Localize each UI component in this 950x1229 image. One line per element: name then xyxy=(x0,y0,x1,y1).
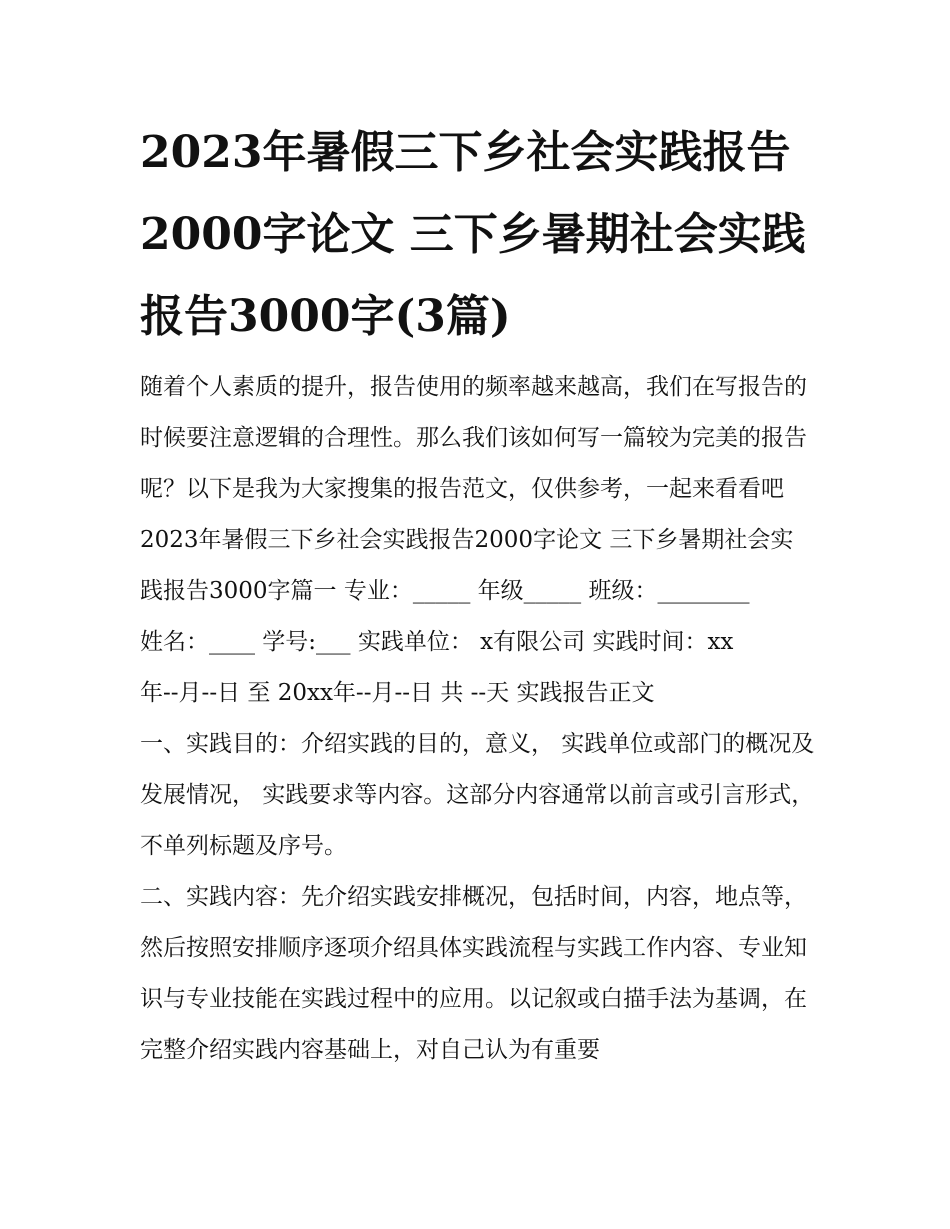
section-1-paragraph: 一、实践目的：介绍实践的目的，意义， 实践单位或部门的概况及发展情况， 实践要求等内容。这部分内容通常以前言或引言形式，不单列标题及序号。 xyxy=(140,731,815,859)
document-page xyxy=(140,112,815,1076)
intro-paragraph: 随着个人素质的提升，报告使用的频率越来越高，我们在写报告的时候要注意逻辑的合理性。那么我们该如何写一篇较为完美的报告呢？以下是我为大家搜集的报告范文，仅供参考，一起来看看吧 xyxy=(140,374,807,502)
document-title: 2023年暑假三下乡社会实践报告2000字论文 三下乡暑期社会实践报告3000字(3篇) xyxy=(140,127,806,342)
section-2-paragraph: 二、实践内容：先介绍实践安排概况，包括时间，内容，地点等，然后按照安排顺序逐项介绍具体实践流程与实践工作内容、专业知识与专业技能在实践过程中的应用。以记叙或白描手法为基调，在完整介绍实践内容基础上，对自己认为有重要 xyxy=(140,884,807,1063)
info-line-1: 姓名：____ 学号:___ 实践单位： x有限公司 实践时间：xx xyxy=(140,629,734,655)
article-heading: 2023年暑假三下乡社会实践报告2000字论文 三下乡暑期社会实践报告3000字篇一 专业：_____ 年级_____ 班级：________ xyxy=(140,527,794,604)
info-line-2: 年--月--日 至 20xx年--月--日 共 --天 实践报告正文 xyxy=(140,680,655,706)
